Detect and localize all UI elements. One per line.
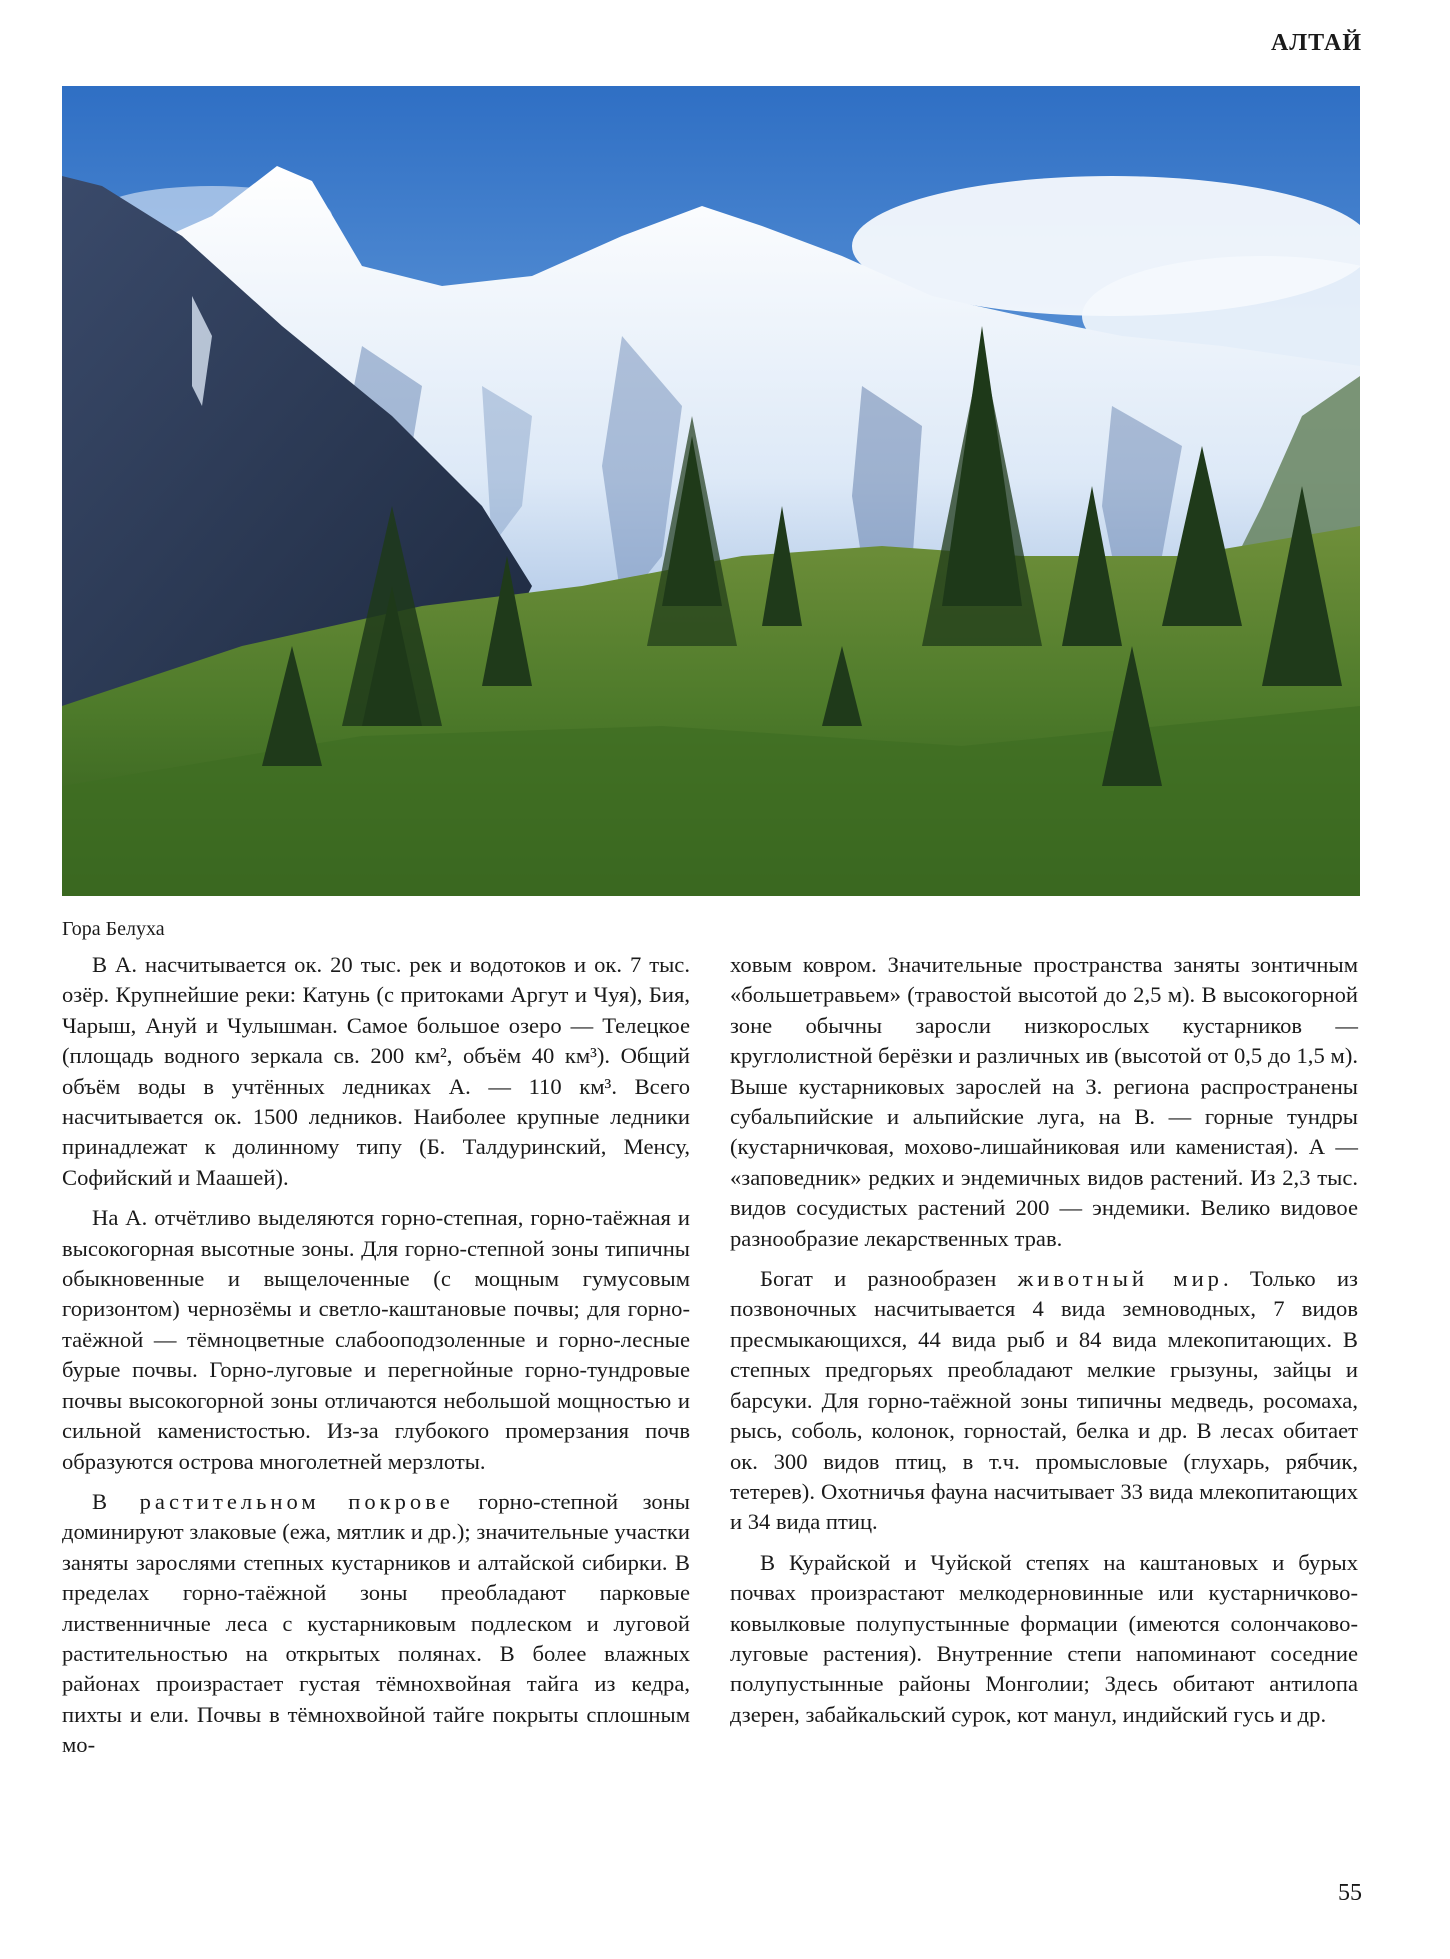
vegetation-text: горно-степной зоны доминируют злаковые (ежа, мятлик и др.); значительные участки заняты зарослями степных кустарников и алтайской сибирки. В пределах горно-таёжной зоны преобладают парковые лиственничные леса с кустарниковым подлеском и луговой растительностью на открытых полянах. В более влажных районах произрастает густая тёмнохвойная тайга из кедра, пихты и ели. Почвы в тёмнохвойной тайге покрыты сплошным мо- xyxy=(62,1488,691,1758)
belukha-illustration xyxy=(62,86,1360,896)
spaced-term-fauna: животный мир xyxy=(1017,1266,1223,1292)
paragraph-altitude-zones: На А. отчётливо выделяются горно-степная, горно-таёжная и высокогорная высотные зоны. Для горно-степной зоны типичны обыкновенные и выщелоченные (с мощным гумусовым горизонтом) чернозёмы и светло-каштановые почвы; для горно-таёжной — тёмноцветные слабооподзоленные и горно-лесные бурые почвы. Горно-луговые и перегнойные горно-тундровые почвы высокогорной зоны отличаются небольшой мощностью и сильной каменистостью. Из-за глубокого промерзания почв образуются острова многолетней мерзлоты. xyxy=(62,1205,690,1474)
photo-caption: Гора Белуха xyxy=(62,918,165,940)
fauna-text: . Только из позвоночных насчитывается 4 вида земноводных, 7 видов пресмыкающихся, 44 вида рыб и 84 вида млекопитающих. В степных предгорьях преобладают мелкие грызуны, зайцы и барсуки. Для горно-таёжной зоны типичны медведь, росомаха, рысь, соболь, колонок, горностай, белка и др. В лесах обитает ок. 300 видов птиц, в т.ч. промысловые (глухарь, рябчик, тетерев). Охотничья фауна насчитывает 33 вида млекопитающих и 34 вида птиц. xyxy=(730,1266,1358,1535)
page-number: 55 xyxy=(1338,1880,1362,1906)
mountain-photo xyxy=(62,86,1360,896)
paragraph-vegetation xyxy=(62,1487,690,1761)
right-column xyxy=(730,950,1358,1740)
paragraph-fauna xyxy=(730,1264,1358,1538)
running-header: АЛТАЙ xyxy=(1270,30,1362,56)
spaced-term-vegetation: В растительном покрове xyxy=(92,1488,454,1514)
left-column xyxy=(62,950,690,1771)
paragraph-rivers-lakes: В А. насчитывается ок. 20 тыс. рек и водотоков и ок. 7 тыс. озёр. Крупнейшие реки: Катунь (с притоками Аргут и Чуя), Бия, Чарыш, Ануй и Чулышман. Самое большое озеро — Телецкое (площадь водного зеркала св. 200 км², объём 40 км³). Общий объём воды в учтённых ледниках А. — 110 км³. Всего насчитывается ок. 1500 ледников. Наиболее крупные ледники принадлежат к долинному типу (Б. Талдуринский, Менсу, Софийский и Маашей). xyxy=(62,952,690,1190)
fauna-intro: Богат и разнообразен xyxy=(760,1266,1018,1292)
paragraph-steppes: В Курайской и Чуйской степях на каштановых и бурых почвах произрастают мелкодерновинные или кустарничково-ковылковые полупустынные формации (имеются солончаково-луговые растения). Внутренние степи напоминают соседние полупустынные районы Монголии; Здесь обитают антилопа дзерен, забайкальский сурок, кот манул, индийский гусь и др. xyxy=(730,1549,1358,1727)
paragraph-vegetation-continued: ховым ковром. Значительные пространства заняты зонтичным «большетравьем» (травостой высотой до 2,5 м). В высокогорной зоне обычны заросли низкорослых кустарников — круглолистной берёзки и различных ив (высотой от 0,5 до 1,5 м). Выше кустарниковых зарослей на З. региона распространены субальпийские и альпийские луга, на В. — горные тундры (кустарничковая, мохово-лишайниковая или каменистая). А — «заповедник» редких и эндемичных видов растений. Из 2,3 тыс. видов сосудистых растений 200 — эндемики. Велико видовое разнообразие лекарственных трав. xyxy=(730,952,1358,1251)
